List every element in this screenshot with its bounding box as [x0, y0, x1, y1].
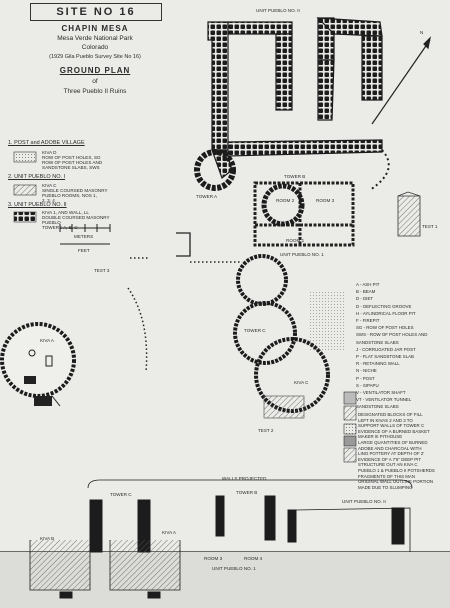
- label-test-2: TEST 2: [258, 428, 274, 433]
- legend-item: DOUBLE COURSED MASONRY: [42, 215, 110, 220]
- label-tower-c: TOWER C: [244, 328, 266, 333]
- section-unit-pueblo-1: UNIT PUEBLO NO. 1: [212, 566, 256, 571]
- section-room-3: ROOM 3: [204, 556, 223, 561]
- feature-key: A - ASH PIT B - BEAM D - DIET D - DEFLECTING GROOVE H - AYLINDRICAL FLOOR PIT F - FIREPIT SG - ROW OF POST HOLES SWS - ROW OF POST HOLES AND SANDSTONE SLABS J - CORRUGATED JAR POST P - FLAT SANDSTONE SLAB R - RETAINING WALL N - NICHE P - POST S - SIPAPU V - VENTILATOR SHAFT VT - VENTILATOR TUNNEL SANDSTONE SLABS: [356, 282, 428, 410]
- cross-section: [0, 496, 450, 608]
- legend-item: SINGLE COURSED MASONRY: [42, 188, 108, 193]
- mesa-name: CHAPIN MESA: [61, 24, 129, 33]
- legend-section-3: 3. UNIT PUEBLO NO. II: [8, 202, 67, 208]
- section-unit-pueblo-2: UNIT PUEBLO NO. II: [342, 499, 386, 504]
- legend-item: TOWERS A, B, C: [42, 225, 78, 230]
- park-name: Mesa Verde National Park: [57, 35, 133, 42]
- plan-title: GROUND PLAN: [59, 66, 131, 75]
- legend-item: KIVA D: [42, 150, 57, 155]
- legend-item: KIVA C: [42, 183, 57, 188]
- label-room-3: ROOM 3: [316, 198, 335, 203]
- legend-swatches: [14, 152, 36, 222]
- fill-block-area: [308, 290, 344, 350]
- plan-subtitle: Three Pueblo II Ruins: [63, 88, 127, 95]
- state-name: Colorado: [81, 44, 109, 51]
- test-2-area: [264, 396, 304, 418]
- label-kiva-c: KIVA C: [294, 380, 309, 385]
- section-room-4: ROOM 4: [244, 556, 263, 561]
- label-tower-a: TOWER A: [196, 194, 218, 199]
- legend-section-2: 2. UNIT PUEBLO NO. I: [8, 174, 66, 180]
- legend-item: PUEBLO: [42, 220, 61, 225]
- legend-item: ROW OF POST HOLES, SG: [42, 155, 101, 160]
- survey-note: (1929 Gila Pueblo Survey Site No 16): [49, 54, 141, 60]
- unit-pueblo-2-walls: [208, 18, 382, 178]
- key-swatches: [344, 392, 356, 462]
- label-kiva-a: KIVA A: [40, 338, 54, 343]
- legend-item: 2, 3, 4: [42, 198, 55, 203]
- legend-section-1: 1. POST and ADOBE VILLAGE: [8, 140, 85, 146]
- legend-item: ROW OF POST HOLES AND: [42, 160, 103, 165]
- legend-item: SANDSTONE SLABS, SWS: [42, 165, 100, 170]
- section-kiva-b: KIVA B: [40, 536, 55, 541]
- section-tower-b: TOWER B: [236, 490, 258, 495]
- label-room-1: ROOM 1: [286, 238, 305, 243]
- label-tower-b: TOWER B: [284, 174, 306, 179]
- plan-of: of: [92, 78, 98, 85]
- label-unit-pueblo-2: UNIT PUEBLO NO. II: [256, 8, 300, 13]
- legend-item: KIVA 1, AND WALL, LL: [42, 210, 89, 215]
- feature-key-notes: DESIGNATED BLOCKS OF FILL LEFT IN KIVAS 2 AND 3 TO SUPPORT WALLS OF TOWER C EVIDENCE OF A BURNED BASKET MAKER III PITHOUSE LARGE QUANTITIES OF BURNED ADOBE AND CHARCOAL WITH LINO POTTERY AT DEPTH OF 2' EVIDENCE OF A 7'6" DEEP PIT STRUCTURE OUT AN KIVA C PUEBLO 1 & PUEBLO II POTSHERDS FRAGMENTS OF THIS MAN ORIGINAL WALL OUTLINE PORTION MADE DUE TO SLUMPING: [358, 412, 435, 490]
- site-title: SITE NO 16: [30, 3, 162, 21]
- test-1-area: [398, 196, 420, 236]
- label-room-2: ROOM 2: [276, 198, 295, 203]
- label-test-1: TEST 1: [422, 224, 438, 229]
- section-walls-label: WALLS PROJECTED: [222, 476, 267, 481]
- scale-feet-label: FEET: [78, 248, 90, 253]
- tower-b-outline: [264, 186, 302, 224]
- kiva-a-plan: [2, 324, 74, 406]
- label-test-3: TEST 3: [94, 268, 110, 273]
- section-tower-c: TOWER C: [110, 492, 132, 497]
- section-kiva-a: KIVA A: [162, 530, 176, 535]
- label-north: N: [420, 30, 424, 35]
- post-hole-rows: [128, 258, 240, 372]
- legend-item: PUEBLO ROOMS, NOS 1,: [42, 193, 97, 198]
- scale-meters-label: METERS: [74, 234, 94, 239]
- label-unit-pueblo-1: UNIT PUEBLO NO. 1: [280, 252, 324, 257]
